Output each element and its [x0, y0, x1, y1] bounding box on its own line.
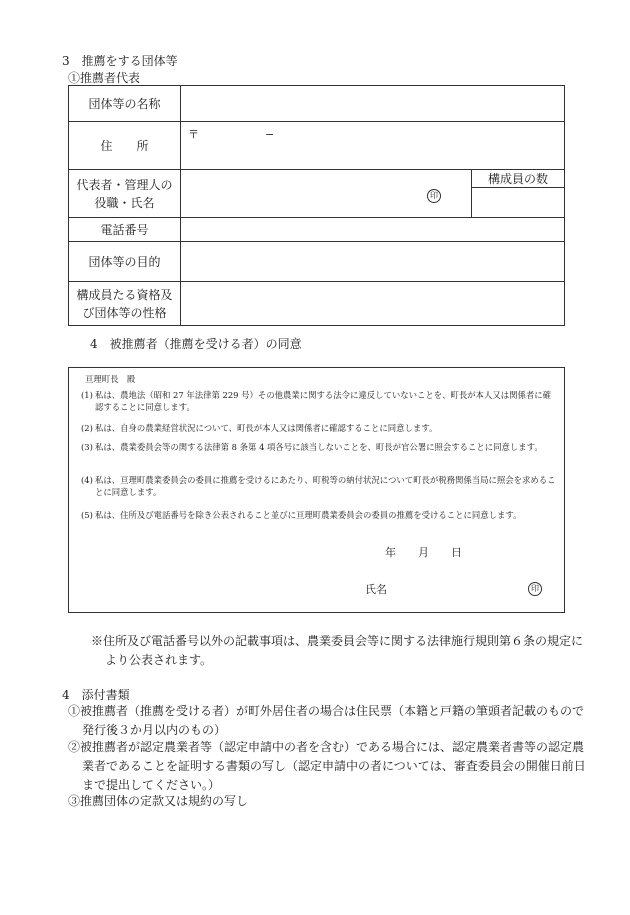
phone-field[interactable]	[181, 218, 565, 242]
consent-item	[81, 474, 559, 498]
item-number: (1)	[81, 390, 93, 400]
item-text: 私は、農地法（昭和 27 年法律第 229 号）その他農業に関する法令に違反していないことを、町長が本人又は関係者に確認することに同意します。	[95, 390, 552, 412]
addressee: 亘理町長 殿	[85, 374, 136, 384]
consent-item	[81, 509, 559, 521]
section3-heading: 3 推薦をする団体等	[62, 54, 178, 68]
members-field[interactable]	[472, 188, 565, 218]
attachments-heading: 4 添付書類	[62, 688, 130, 702]
qualification-label-text: 構成員たる資格及び団体等の性格	[76, 287, 173, 320]
item-text: 私は、自身の農業経営状況について、町長が本人又は関係者に確認することに同意します。	[95, 423, 438, 433]
consent-item	[81, 389, 559, 413]
item-text: 私は、住所及び電話番号を除き公表されること並びに亘理町農業委員会の委員の推薦を受けることに同意します。	[95, 510, 522, 520]
org-name-field[interactable]	[181, 86, 565, 122]
members-label: 構成員の数	[472, 170, 565, 188]
item-text: 私は、亘理町農業委員会の委員に推薦を受けるにあたり、町税等の納付状況について町長が税務関係当局に照会を求めることに同意します。	[95, 475, 556, 497]
item-number: (4)	[81, 475, 93, 485]
consent-heading: 4 被推薦者（推薦を受ける者）の同意	[90, 337, 302, 351]
postal-mark: 〒 −	[188, 128, 275, 141]
org-name-label: 団体等の名称	[69, 86, 181, 122]
item-number: (5)	[81, 510, 93, 520]
attachment-item: ③推薦団体の定款又は規約の写し	[68, 794, 249, 808]
consent-item	[81, 422, 559, 434]
rep-label	[69, 170, 181, 218]
consent-item	[81, 441, 559, 453]
section3-subheading: ①推薦者代表	[68, 71, 141, 85]
item-number: (2)	[81, 423, 93, 433]
item-text: 私は、農業委員会等の関する法律第 8 条第 4 項各号に該当しないことを、町長が官公署に照会することに同意します。	[95, 442, 543, 452]
signature-seal-mark: 印	[528, 582, 542, 596]
signature-name-label: 氏名	[365, 583, 387, 596]
phone-label: 電話番号	[69, 218, 181, 242]
publication-note: ※住所及び電話番号以外の記載事項は、農業委員会等に関する法律施行規則第６条の規定により公表されます。	[91, 634, 584, 667]
consent-box	[68, 367, 565, 613]
rep-label-text: 代表者・管理人の役職・氏名	[76, 177, 173, 210]
date-line: 年 月 日	[385, 546, 462, 559]
qualification-field[interactable]	[181, 282, 565, 326]
purpose-field[interactable]	[181, 242, 565, 282]
rep-name-field[interactable]	[181, 170, 472, 218]
qualification-label	[69, 282, 181, 326]
representative-table	[68, 85, 565, 326]
purpose-label: 団体等の目的	[69, 242, 181, 282]
seal-mark: 印	[427, 189, 441, 203]
attachment-item: ①被推薦者（推薦を受ける者）が町外居住者の場合は住民票（本籍と戸籍の筆頭者記載のもので発行後３か月以内のもの）	[68, 704, 585, 737]
address-label: 住 所	[69, 122, 181, 170]
item-number: (3)	[81, 442, 93, 452]
attachment-item: ②被推薦者が認定農業者等（認定申請中の者を含む）である場合には、認定農業者書等の認定農業者であることを証明する書類の写し（認定申請中の者については、審査委員会の開催日前日まで提出してください。）	[68, 740, 586, 792]
